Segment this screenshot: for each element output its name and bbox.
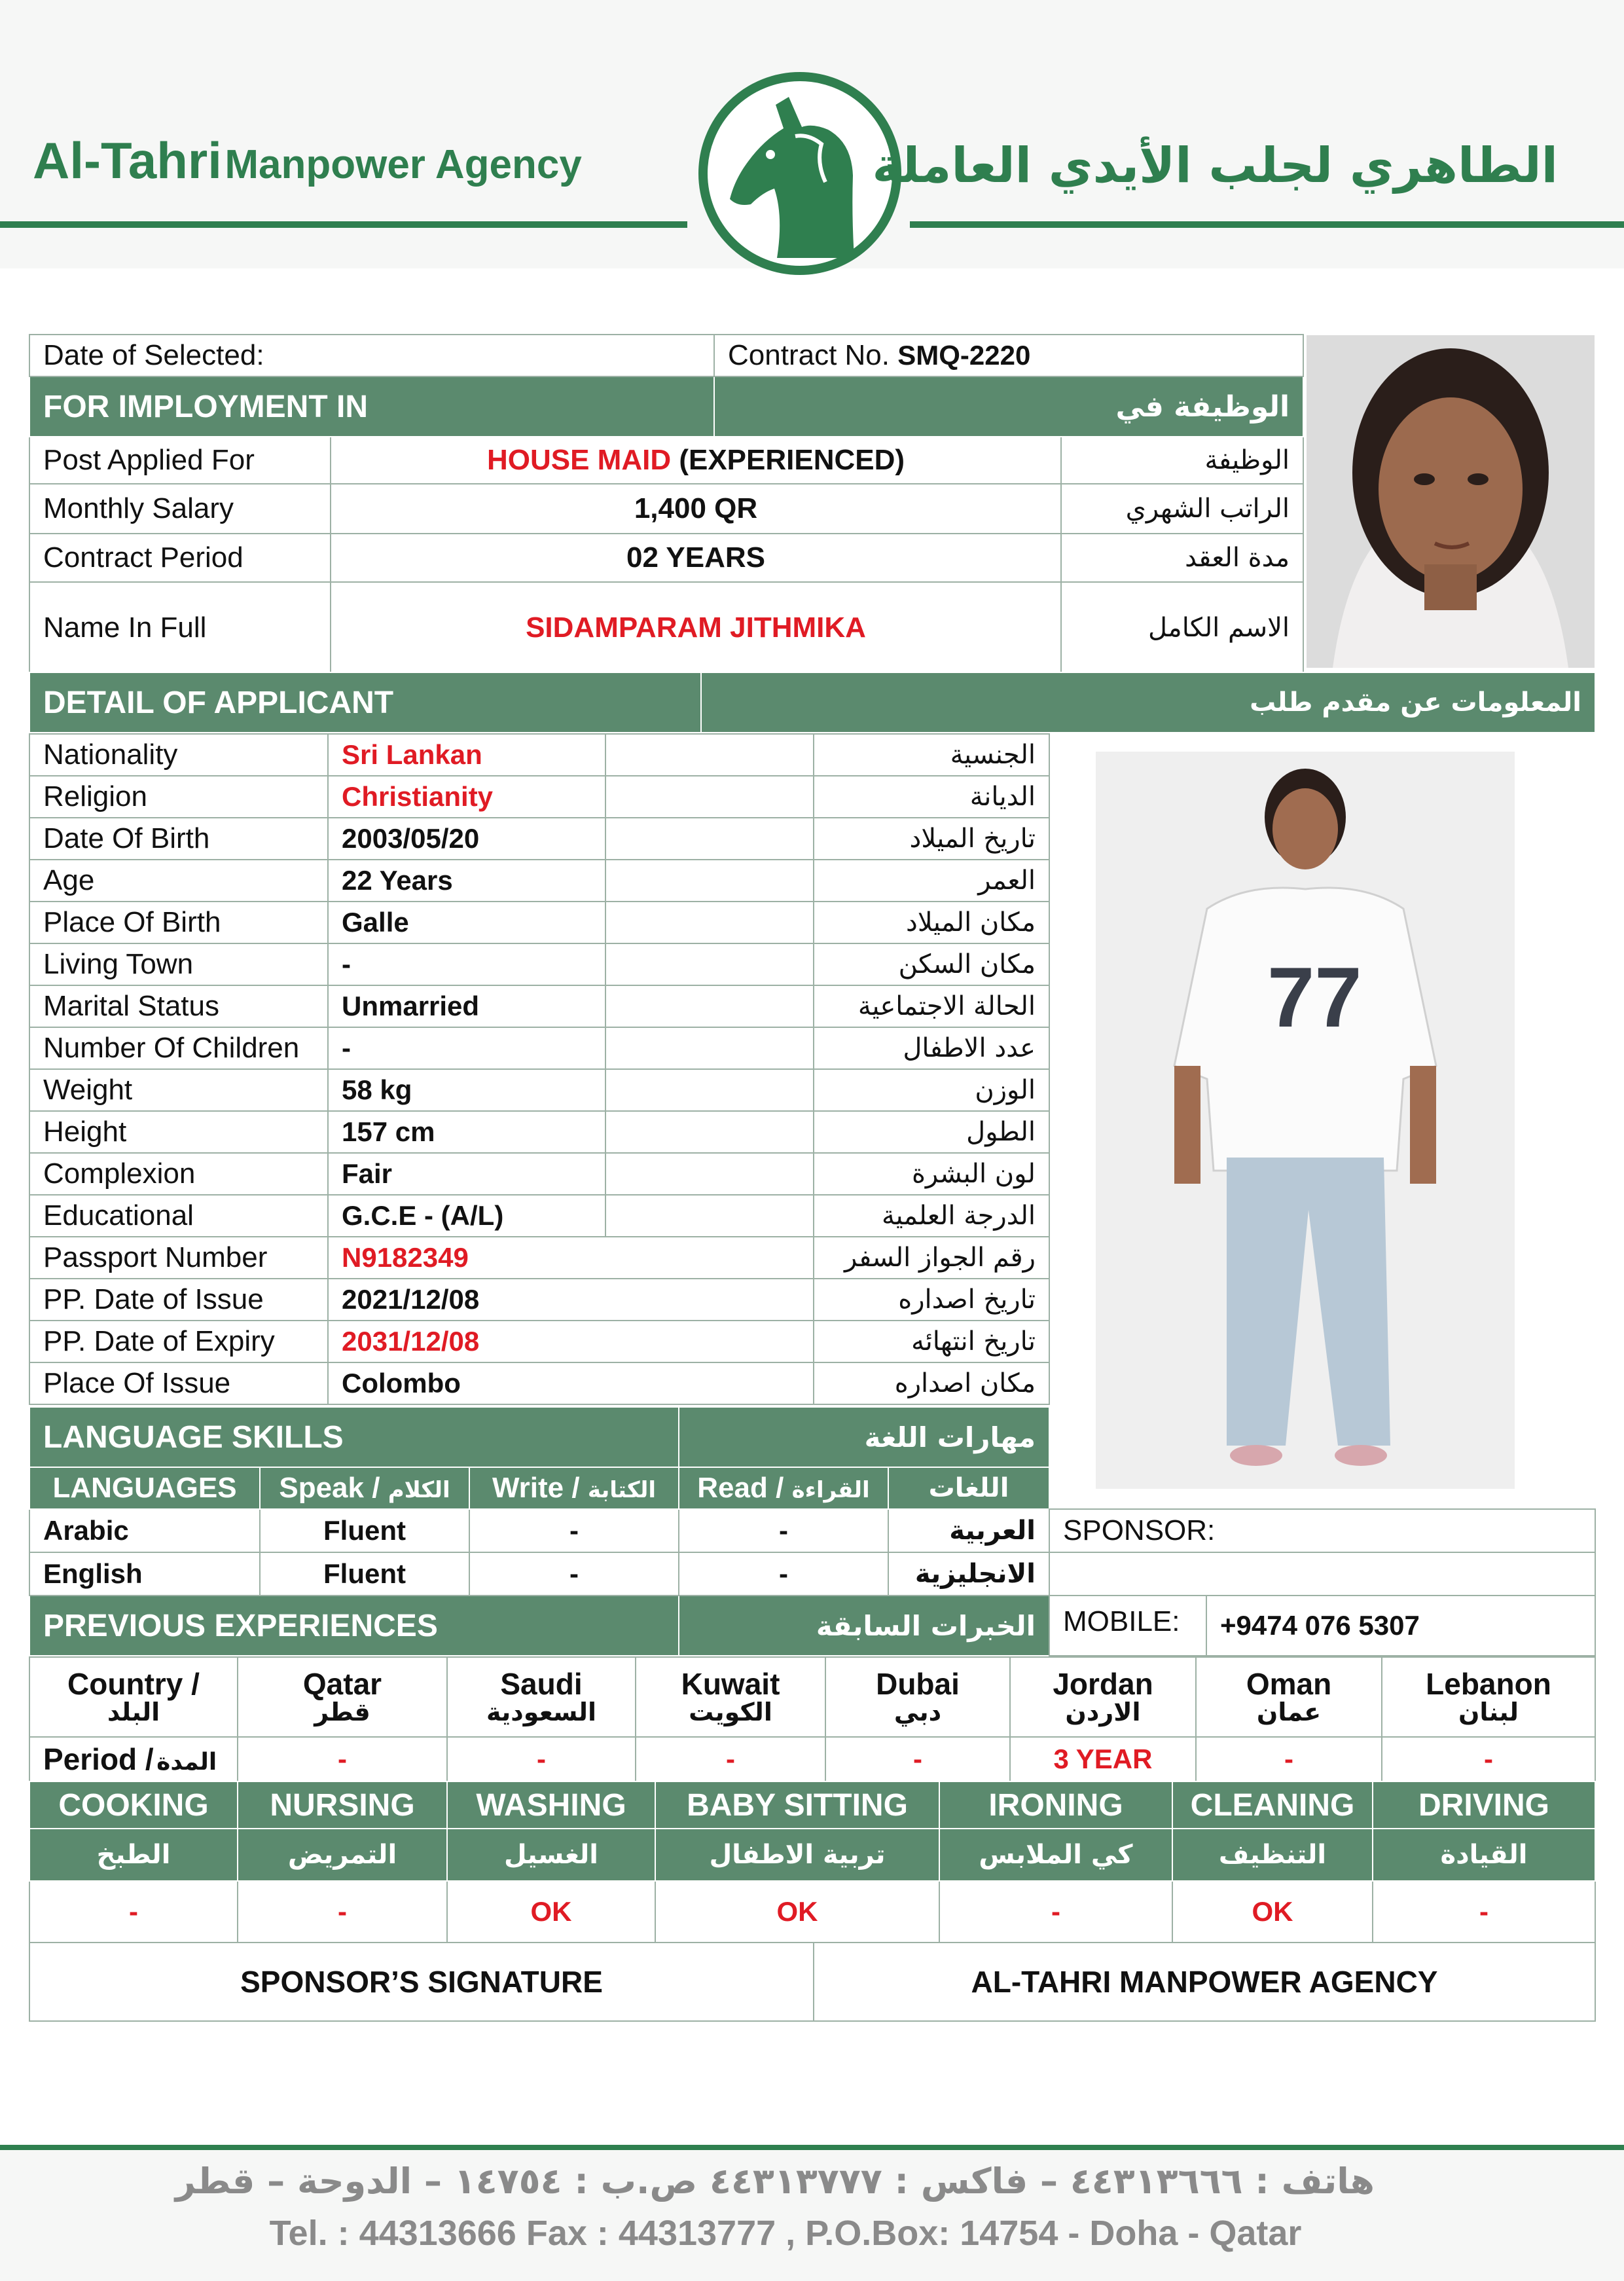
name-label: Name In Full [29, 582, 331, 674]
col-speak: Speak / الكلام [260, 1467, 469, 1509]
agency-signature: AL-TAHRI MANPOWER AGENCY [814, 1943, 1595, 2021]
detail-row: Place Of Birth Galle مكان الميلاد [29, 902, 1049, 943]
footer-contact-en: Tel. : 44313666 Fax : 44313777 , P.O.Box: 14754 - Doha - Qatar [269, 2214, 1302, 2253]
detail-row: Living Town - مكان السكن [29, 943, 1049, 985]
signature-table [29, 1942, 1596, 2022]
full-body-photo [1096, 752, 1515, 1489]
passport-photo [1307, 335, 1595, 668]
sponsor-box [1049, 1508, 1596, 1656]
country-header-row: Country / البلد Qatar قطر Saudi السعودية Kuwait الكويت Dubai دبي Jordan الاردن Oman عمان Lebanon لبنان [29, 1657, 1595, 1737]
detail-row: Date Of Birth 2003/05/20 تاريخ الميلاد [29, 818, 1049, 860]
footer-rule [0, 2145, 1624, 2150]
post-label-ar: الوظيفة [1061, 437, 1303, 484]
detail-row: Height 157 cm الطول [29, 1111, 1049, 1153]
contract-number: Contract No. SMQ-2220 [714, 335, 1303, 376]
name-label-ar: الاسم الكامل [1061, 582, 1303, 674]
detail-row: Place Of Issue Colombo مكان اصداره [29, 1362, 1049, 1404]
brand-name-en: Al-Tahri Manpower Agency [33, 132, 582, 189]
col-read: Read / القراءة [679, 1467, 888, 1509]
detail-row: Weight 58 kg الوزن [29, 1069, 1049, 1111]
skills-header-row: COOKING NURSING WASHING BABY SITTING IRONING CLEANING DRIVING [29, 1781, 1595, 1829]
period-label: Contract Period [29, 534, 331, 582]
language-title-ar: مهارات اللغة [679, 1407, 1049, 1467]
detail-row: Educational G.C.E - (A/L) الدرجة العلمية [29, 1195, 1049, 1237]
skills-table [29, 1781, 1596, 1943]
date-selected-label: Date of Selected: [29, 335, 714, 376]
detail-row: Marital Status Unmarried الحالة الاجتماعية [29, 985, 1049, 1027]
skills-values-row: - - OK OK - OK - [29, 1881, 1595, 1943]
name-value: SIDAMPARAM JITHMIKA [331, 582, 1061, 674]
salary-label: Monthly Salary [29, 484, 331, 534]
header-rule-right [910, 221, 1624, 228]
applicant-details-table [29, 733, 1050, 1405]
brand-name-ar: الطاهري لجلب الأيدي العاملة [872, 137, 1558, 194]
experience-title-ar: الخبرات السابقة [679, 1596, 1049, 1656]
language-title: LANGUAGE SKILLS [29, 1407, 679, 1467]
header-rule-left [0, 221, 687, 228]
detail-title-bar [29, 672, 1596, 733]
period-row: Period / المدة - - - - 3 YEAR - - [29, 1737, 1595, 1781]
svg-text:77: 77 [1267, 949, 1362, 1045]
detail-title: DETAIL OF APPLICANT [29, 672, 701, 733]
detail-row: PP. Date of Issue 2021/12/08 تاريخ اصداره [29, 1279, 1049, 1321]
post-label: Post Applied For [29, 437, 331, 484]
detail-row: Nationality Sri Lankan الجنسية [29, 734, 1049, 776]
experience-title: PREVIOUS EXPERIENCES [29, 1596, 679, 1656]
detail-row: Number Of Children - عدد الاطفال [29, 1027, 1049, 1069]
sponsor-label: SPONSOR: [1049, 1509, 1595, 1552]
language-row: English Fluent - - الانجليزية [29, 1552, 1049, 1596]
mobile-value: +9474 076 5307 [1206, 1596, 1595, 1656]
period-value: 02 YEARS [331, 534, 1061, 582]
col-write: Write / الكتابة [469, 1467, 679, 1509]
salary-value: 1,400 QR [331, 484, 1061, 534]
language-row: Arabic Fluent - - العربية [29, 1509, 1049, 1552]
detail-row: PP. Date of Expiry 2031/12/08 تاريخ انتهائه [29, 1321, 1049, 1362]
footer-contact-ar: هاتف : ٤٤٣١٣٦٦٦ – فاكس : ٤٤٣١٣٧٧٧ ص.ب : ١٤٧٥٤ – الدوحة – قطر [175, 2161, 1375, 2202]
detail-row: Age 22 Years العمر [29, 860, 1049, 902]
detail-row: Passport Number N9182349 رقم الجواز السفر [29, 1237, 1049, 1279]
salary-label-ar: الراتب الشهري [1061, 484, 1303, 534]
language-skills-table [29, 1406, 1050, 1656]
detail-row: Complexion Fair لون البشرة [29, 1153, 1049, 1195]
detail-row: Religion Christianity الديانة [29, 776, 1049, 818]
col-languages: LANGUAGES [29, 1467, 260, 1509]
mobile-label: MOBILE: [1049, 1596, 1206, 1656]
skills-header-row-ar: الطبخ التمريض الغسيل تربية الاطفال كي الملابس التنظيف القيادة [29, 1829, 1595, 1881]
detail-title-ar: المعلومات عن مقدم طلب [701, 672, 1595, 733]
post-value: HOUSE MAID (EXPERIENCED) [331, 437, 1061, 484]
col-languages-ar: اللغات [888, 1467, 1049, 1509]
employment-title-ar: الوظيفة في [714, 376, 1303, 437]
period-label-ar: مدة العقد [1061, 534, 1303, 582]
contract-table [29, 334, 1304, 674]
sponsor-signature: SPONSOR’S SIGNATURE [29, 1943, 814, 2021]
experience-table [29, 1656, 1596, 1782]
employment-title: FOR IMPLOYMENT IN [29, 376, 714, 437]
